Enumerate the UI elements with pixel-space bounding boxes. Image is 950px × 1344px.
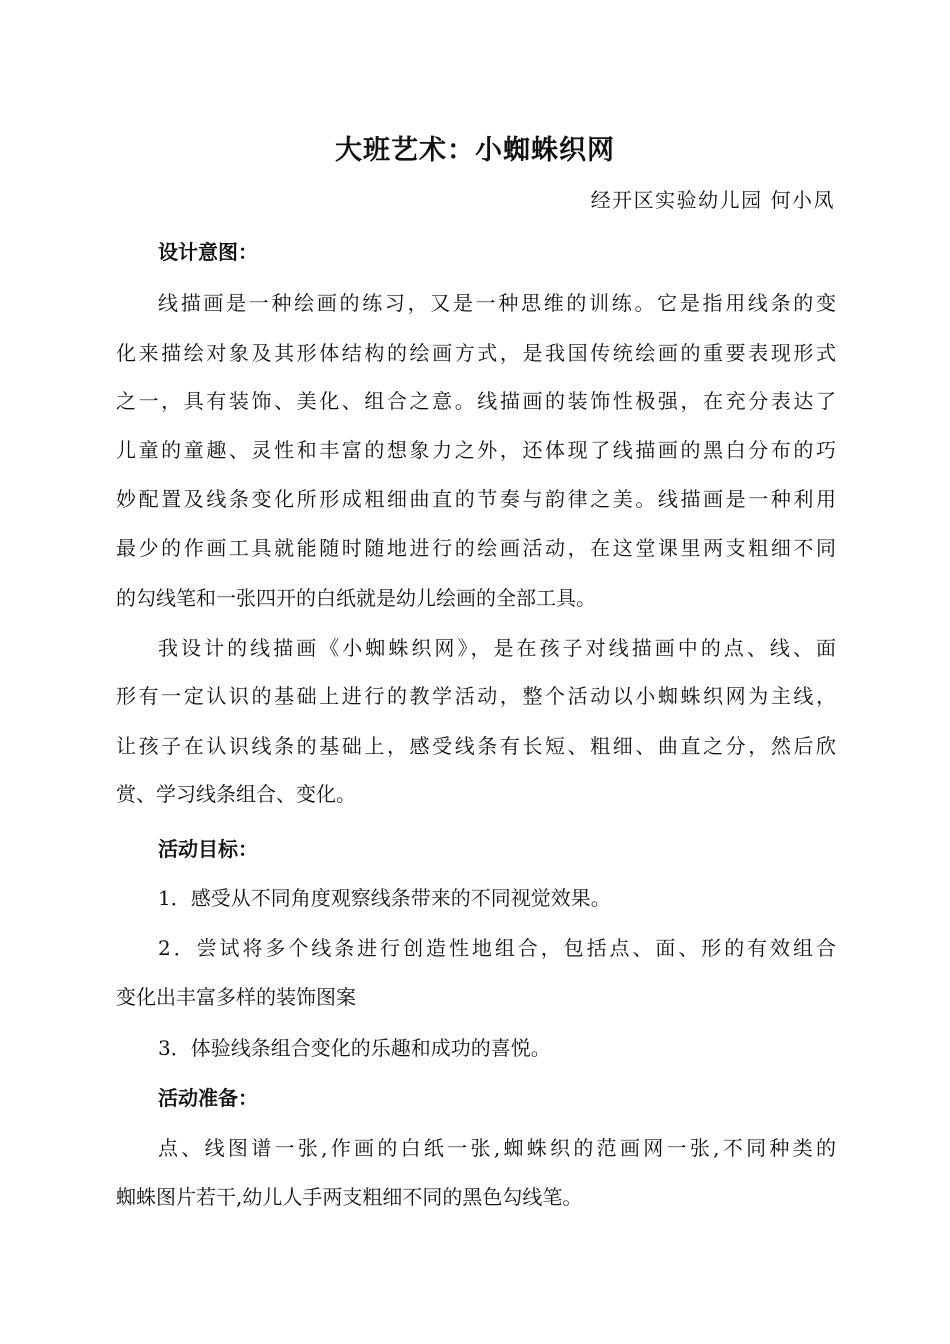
paragraph-line: 儿童的童趣、灵性和丰富的想象力之外，还体现了线描画的黑白分布的巧 bbox=[116, 438, 836, 462]
paragraph-line: 蜘蛛图片若干,幼儿人手两支粗细不同的黑色勾线笔。 bbox=[116, 1185, 583, 1209]
heading-preparation: 活动准备： bbox=[158, 1086, 258, 1110]
document-title: 大班艺术：小蜘蛛织网 bbox=[335, 135, 615, 166]
paragraph-line: 让孩子在认识线条的基础上，感受线条有长短、粗细、曲直之分，然后欣 bbox=[116, 734, 836, 758]
goal-item-2: 2．尝试将多个线条进行创造性地组合，包括点、面、形的有效组合 bbox=[158, 936, 836, 960]
goal-item-2-continued: 变化出丰富多样的装饰图案 bbox=[116, 985, 356, 1009]
paragraph-line: 妙配置及线条变化所形成粗细曲直的节奏与韵律之美。线描画是一种利用 bbox=[116, 487, 836, 511]
paragraph-line: 我设计的线描画《小蜘蛛织网》，是在孩子对线描画中的点、线、面 bbox=[158, 636, 836, 660]
paragraph-line: 点、线图谱一张,作画的白纸一张,蜘蛛织的范画网一张,不同种类的 bbox=[158, 1136, 836, 1160]
paragraph-line: 化来描绘对象及其形体结构的绘画方式，是我国传统绘画的重要表现形式 bbox=[116, 341, 836, 365]
paragraph-line: 线描画是一种绘画的练习，又是一种思维的训练。它是指用线条的变 bbox=[158, 291, 836, 315]
heading-design-intent: 设计意图： bbox=[158, 240, 258, 264]
heading-goals: 活动目标： bbox=[158, 837, 258, 861]
paragraph-line: 形有一定认识的基础上进行的教学活动，整个活动以小蜘蛛织网为主线， bbox=[116, 684, 836, 708]
goal-item-3: 3．体验线条组合变化的乐趣和成功的喜悦。 bbox=[158, 1036, 551, 1060]
paragraph-line: 赏、学习线条组合、变化。 bbox=[116, 782, 356, 806]
paragraph-line: 的勾线笔和一张四开的白纸就是幼儿绘画的全部工具。 bbox=[116, 586, 596, 610]
goal-item-1: 1．感受从不同角度观察线条带来的不同视觉效果。 bbox=[158, 886, 611, 910]
paragraph-line: 最少的作画工具就能随时随地进行的绘画活动，在这堂课里两支粗细不同 bbox=[116, 536, 836, 560]
document-author: 经开区实验幼儿园 何小凤 bbox=[590, 188, 835, 212]
paragraph-line: 之一，具有装饰、美化、组合之意。线描画的装饰性极强，在充分表达了 bbox=[116, 389, 836, 413]
